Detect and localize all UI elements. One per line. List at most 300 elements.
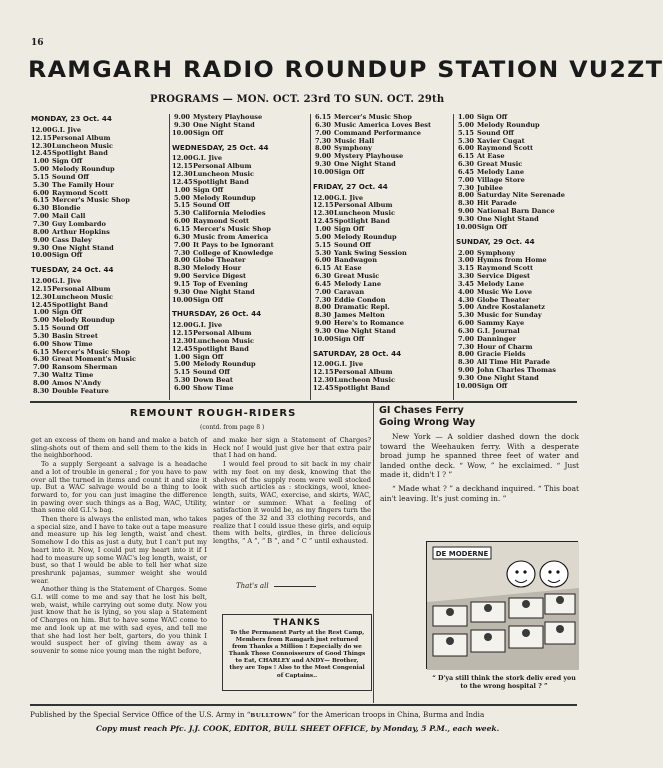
schedule-time: 10.00 (456, 381, 477, 390)
schedule-program: Spotlight Band (193, 177, 249, 186)
schedule-program: G.I. Jive (52, 125, 82, 134)
schedule-item (313, 385, 453, 393)
schedule-program: Sign Off (477, 222, 508, 231)
schedule-time: 10.00 (456, 222, 477, 231)
schedule-item (31, 252, 169, 260)
footer-text-c: ” for the American troops in China, Burma and India (292, 710, 485, 719)
schedule-time: 5.15 (173, 201, 190, 210)
schedule-program: Music from America (193, 232, 269, 241)
schedule-program: One Night Stand (334, 160, 396, 169)
schedule-time: 8.30 (173, 264, 190, 273)
schedule-program: Melody Roundup (193, 360, 256, 369)
schedule-program: Great Music (334, 272, 380, 281)
schedule-item (456, 383, 580, 391)
schedule-divider (310, 114, 311, 400)
schedule-time: 6.00 (457, 319, 474, 328)
schedule-time: 3.45 (457, 279, 474, 288)
thanks-box (222, 614, 372, 691)
schedule-time: 7.30 (457, 183, 474, 192)
schedule-time: 5.15 (173, 368, 190, 377)
schedule-time: 12.30 (172, 336, 193, 345)
schedule-program: Mercer's Music Shop (334, 113, 412, 121)
cartoon-drawing (427, 542, 579, 670)
schedule-day-heading: SATURDAY, 28 Oct. 44 (313, 348, 402, 358)
schedule-time: 6.45 (314, 279, 331, 288)
schedule-time: 5.30 (457, 136, 474, 145)
schedule-time: 12.15 (172, 162, 193, 171)
schedule-program: G.I. Jive (334, 193, 364, 202)
schedule-time: 8.00 (457, 191, 474, 200)
schedule-item (172, 130, 308, 138)
schedule-program: Waltz Time (52, 371, 94, 380)
schedule-program: One Night Stand (193, 120, 255, 129)
schedule-time: 12.00 (172, 321, 193, 330)
schedule-time: 3.00 (457, 256, 474, 265)
gi-story-title-line-2: Going Wrong Way (379, 417, 476, 428)
schedule-program: Mercer's Music Shop (52, 196, 130, 205)
schedule-time: 12.00 (313, 360, 334, 369)
schedule-program: Mercer's Music Shop (52, 347, 130, 356)
schedule-program: Symphony (334, 144, 372, 153)
schedule-program: College of Knowledge (193, 248, 274, 257)
schedule-time: 12.15 (31, 284, 52, 293)
schedule-time: 9.00 (314, 319, 331, 328)
schedule-time: 7.00 (32, 212, 49, 221)
schedule-program: Sign Off (193, 185, 224, 194)
schedule-program: Sign Off (477, 381, 508, 390)
schedule-program: Sign Off (193, 295, 224, 304)
schedule-item (456, 224, 580, 232)
schedule-item (313, 169, 453, 177)
gi-story-body (380, 432, 579, 507)
schedule-program: Music for Sunday (477, 311, 542, 320)
schedule-column-2 (172, 114, 308, 402)
schedule-program: Personal Album (334, 368, 393, 377)
schedule-program: Great Music (477, 160, 523, 169)
schedule-time: 6.30 (314, 272, 331, 281)
schedule-time: 9.15 (173, 279, 190, 288)
schedule-program: Music We Love (477, 287, 533, 296)
schedule-time: 5.00 (32, 316, 49, 325)
schedule-item (456, 192, 580, 200)
cartoon-sign: DE MODERNE (435, 550, 489, 558)
schedule-program: Raymond Scott (477, 144, 534, 153)
schedule-time: 6.15 (32, 347, 49, 356)
gi-story-title-line-1: GI Chases Ferry (379, 405, 464, 416)
schedule-time: 1.00 (314, 224, 331, 233)
schedule-time: 7.00 (457, 175, 474, 184)
schedule-program: Sign Off (334, 167, 365, 176)
schedule-time: 6.30 (32, 355, 49, 364)
schedule-time: 9.30 (173, 287, 190, 296)
schedule-time: 2.00 (457, 248, 474, 257)
schedule-program: Music Hall (334, 136, 375, 145)
schedule-time: 7.30 (173, 248, 190, 257)
schedule-program: Show Time (193, 384, 234, 392)
schedule-program: One Night Stand (477, 374, 539, 382)
schedule-program: Mercer's Music Shop (193, 224, 271, 233)
schedule-time: 12.00 (172, 154, 193, 163)
schedule-time: 5.15 (32, 172, 49, 181)
schedule-program: Sound Off (193, 201, 230, 210)
schedule-time: 8.30 (457, 358, 474, 367)
schedule-program: Symphony (477, 248, 515, 257)
schedule-program: Bandwagon (334, 256, 378, 265)
schedule-time: 5.00 (457, 303, 474, 312)
schedule-time: 5.00 (314, 232, 331, 241)
schedule-time: 5.30 (457, 311, 474, 320)
schedule-time: 7.30 (314, 295, 331, 304)
schedule-time: 6.30 (457, 326, 474, 335)
schedule-time: 12.15 (313, 368, 334, 377)
schedule-program: Melody Lane (477, 279, 525, 288)
schedule-time: 12.15 (172, 329, 193, 338)
schedule-program: Personal Album (52, 284, 111, 293)
schedule-divider (169, 114, 170, 400)
schedule-program: One Night Stand (334, 326, 396, 335)
footer-publisher-line (30, 710, 578, 719)
schedule-program: Luncheon Music (193, 336, 255, 345)
schedule-time: 7.00 (314, 287, 331, 296)
schedule-program: Blondie (52, 204, 81, 213)
schedule-program: Dramatic Repl. (334, 303, 390, 312)
schedule-item (31, 388, 169, 396)
schedule-time: 12.30 (313, 209, 334, 218)
schedule-time: 12.00 (313, 193, 334, 202)
schedule-time: 4.00 (457, 287, 474, 296)
schedule-time: 12.45 (313, 384, 334, 392)
schedule-day-heading: TUESDAY, 24 Oct. 44 (31, 265, 114, 275)
schedule-time: 5.30 (314, 248, 331, 257)
schedule-program: Andre Kostalanetz (477, 303, 546, 312)
schedule-program: James Melton (334, 311, 385, 320)
article-paragraph: Another thing is the Statement of Charges. Some G.I. will come to me and say that he lost his belt, web, waist, while carrying out some duty. Now you just know that he is lying, so you slap a Statement of Charges on him. But to have some WAC come to me and look up at me with sad eyes, and tell me that she had lost her belt, garters, do you think I would suspect her of giving them away as a souvenir to some nice young man the night before, (31, 585, 207, 655)
schedule-time: 6.00 (314, 256, 331, 265)
programs-header: PROGRAMS — MON. OCT. 23rd TO SUN. OCT. 29th (150, 94, 445, 105)
schedule-time: 12.45 (172, 177, 193, 186)
signoff-rule (274, 586, 316, 587)
schedule-program: Mystery Playhouse (193, 113, 263, 121)
schedule-time: 5.15 (32, 324, 49, 333)
schedule-time: 12.15 (313, 201, 334, 210)
footer-town: BULLTOWN (250, 713, 293, 719)
article-paragraph: get an excess of them on hand and make a batch of sling-shots out of them and sell them to the kids in the neighborhood. (31, 436, 207, 460)
schedule-program: Spotlight Band (52, 300, 108, 309)
signoff-text: That's all (236, 582, 269, 590)
thanks-heading: THANKS (273, 618, 321, 628)
schedule-program: Sound Off (193, 368, 230, 377)
schedule-program: California Melodies (193, 209, 266, 218)
schedule-program: Melody Roundup (334, 232, 397, 241)
schedule-item (456, 122, 580, 130)
schedule-time: 6.00 (173, 217, 190, 226)
schedule-time: 1.00 (173, 352, 190, 361)
article-paragraph: and make her sign a Statement of Charges? Heck no! I would just give her that extra pair that I had on hand. (213, 436, 371, 460)
schedule-day-heading: THURSDAY, 26 Oct. 44 (172, 309, 262, 319)
schedule-program: Luncheon Music (52, 292, 114, 301)
schedule-time: 3.15 (457, 264, 474, 273)
schedule-time: 9.00 (457, 366, 474, 375)
schedule-time: 6.00 (457, 144, 474, 153)
schedule-program: Personal Album (193, 329, 252, 338)
schedule-day-heading: WEDNESDAY, 25 Oct. 44 (172, 142, 269, 152)
schedule-item (456, 177, 580, 185)
gi-story-title (379, 405, 475, 429)
schedule-program: Raymond Scott (477, 264, 534, 273)
schedule-program: Raymond Scott (52, 188, 109, 197)
schedule-time: 12.00 (31, 125, 52, 134)
article-paragraph: I would feel proud to sit back in my chair with my feet on my desk, knowing that the shelves of the supply room were well stocked with such articles as : stockings, wool, knee-length, suits, WAC, exercise, and skirts, WAC, winter or summer. What a feeling of satisfaction it would be, as my fingers turn the pages of the 32 and 33 clothing records, and realize that I could issue these girls, and equip them with belts, girdles, in three delicious lengths, “ A ”, “ B ”, and “ C ” until exhausted. (213, 460, 371, 546)
schedule-time: 6.30 (173, 232, 190, 241)
schedule-program: Hour of Charm (477, 342, 533, 351)
schedule-program: Hit Parade (477, 199, 517, 208)
schedule-program: Service Digest (477, 272, 531, 281)
schedule-program: G.I. Jive (193, 154, 223, 163)
schedule-time: 10.00 (172, 295, 193, 304)
schedule-time: 12.30 (31, 292, 52, 301)
schedule-program: Service Digest (193, 272, 247, 281)
schedule-program: Personal Album (193, 162, 252, 171)
schedule-time: 9.00 (173, 272, 190, 281)
schedule-time: 8.00 (32, 379, 49, 387)
schedule-time: 3.30 (457, 272, 474, 281)
schedule-item (172, 385, 308, 393)
schedule-program: Sign Off (52, 308, 83, 317)
footer-divider (30, 704, 577, 706)
schedule-program: Cass Daley (52, 235, 92, 244)
schedule-program: Yank Swing Session (334, 248, 407, 257)
schedule-program: Saturday Nite Serenade (477, 191, 565, 200)
schedule-time: 12.15 (31, 133, 52, 142)
schedule-program: Village Store (477, 175, 525, 184)
schedule-program: Sound Off (52, 172, 89, 181)
gi-story-paragraph: “ Made what ? ” a deckhand inquired. “ This boat ain't leaving. It's just coming in. ” (380, 483, 579, 503)
article-signoff (236, 582, 316, 590)
schedule-column-3 (313, 114, 453, 402)
schedule-program: G.I. Jive (52, 277, 82, 286)
schedule-program: Luncheon Music (52, 141, 114, 150)
schedule-time: 5.30 (173, 376, 190, 385)
schedule-time: 10.00 (31, 251, 52, 260)
schedule-time: 5.00 (32, 165, 49, 174)
schedule-time: 12.45 (313, 217, 334, 226)
schedule-program: Sign Off (477, 113, 508, 121)
schedule-time: 8.00 (173, 256, 190, 265)
schedule-time: 8.00 (314, 144, 331, 153)
schedule-program: Spotlight Band (334, 217, 390, 226)
cartoon-caption: “ D'ya still think the stork deliv ered you to the wrong hospital ? ” (432, 675, 576, 690)
schedule-program: Globe Theater (193, 256, 246, 265)
schedule-program: Melody Roundup (52, 165, 115, 174)
schedule-time: 6.45 (457, 167, 474, 176)
schedule-divider (453, 114, 454, 400)
schedule-program: John Charles Thomas (477, 366, 556, 375)
schedule-program: Sammy Kaye (477, 319, 525, 328)
schedule-program: Sound Off (477, 128, 514, 137)
schedule-item (313, 336, 453, 344)
schedule-program: Ransom Sherman (52, 363, 118, 372)
schedule-program: G.I. Jive (193, 321, 223, 330)
schedule-time: 12.45 (31, 300, 52, 309)
schedule-program: Sign Off (334, 224, 365, 233)
schedule-column-1 (31, 114, 169, 402)
schedule-program: Raymond Scott (193, 217, 250, 226)
schedule-program: Danninger (477, 334, 517, 343)
schedule-program: Spotlight Band (193, 344, 249, 353)
schedule-time: 5.30 (32, 331, 49, 340)
schedule-program: Double Feature (52, 386, 109, 395)
schedule-time: 12.30 (31, 141, 52, 150)
schedule-program: Mystery Playhouse (334, 152, 404, 161)
schedule-program: Down Beat (193, 376, 233, 385)
schedule-time: 5.00 (173, 360, 190, 369)
schedule-time: 7.00 (314, 128, 331, 137)
schedule-program: At Ease (334, 264, 362, 273)
schedule-time: 6.15 (314, 113, 331, 121)
schedule-time: 8.30 (457, 199, 474, 208)
schedule-program: Melody Lane (477, 167, 525, 176)
column-divider (373, 403, 374, 703)
schedule-time: 9.00 (314, 152, 331, 161)
schedule-time: 6.30 (314, 120, 331, 129)
schedule-program: G.I. Jive (334, 360, 364, 369)
schedule-program: Melody Roundup (193, 193, 256, 202)
schedule-time: 7.30 (32, 371, 49, 380)
schedule-time: 5.00 (173, 193, 190, 202)
schedule-column-4 (456, 114, 580, 402)
schedule-time: 9.30 (457, 214, 474, 223)
schedule-time: 9.30 (457, 374, 474, 382)
schedule-program: One Night Stand (477, 214, 539, 223)
article-column-2 (213, 437, 371, 583)
schedule-item (456, 328, 580, 336)
schedule-time: 6.00 (173, 384, 190, 392)
schedule-program: Luncheon Music (334, 209, 396, 218)
schedule-program: One Night Stand (52, 243, 114, 252)
gi-story-paragraph: New York — A soldier dashed down the dock toward the Weehauken ferry. With a desperate broad jump he spanned three feet of water and landed onthe deck. “ Wow, ” he exclaimed. “ Just made it, didn't I ? ” (380, 432, 579, 480)
schedule-program: Arthur Hopkins (52, 227, 110, 236)
schedule-time: 12.30 (313, 376, 334, 385)
schedule-time: 7.30 (457, 342, 474, 351)
schedule-program: Guy Lombardo (52, 219, 106, 228)
schedule-time: 8.00 (457, 350, 474, 359)
schedule-program: Mail Call (52, 212, 86, 221)
schedule-program: The Family Hour (52, 180, 114, 189)
schedule-time: 7.00 (173, 240, 190, 249)
article-paragraph: To a supply Sergeant a salvage is a headache and a lot of trouble in general ; for you have to paw over all the turned in items and count it and size it up. But a WAC salvage would be a thing to look forward to, for you can just imagine the difference in pawing over such things as a Bag, WAC, Utility, than some old G.I.'s bag. (31, 460, 207, 515)
schedule-program: Xavier Cugat (477, 136, 525, 145)
schedule-program: Melody Roundup (477, 120, 540, 129)
schedule-time: 9.00 (32, 235, 49, 244)
schedule-program: At Ease (477, 152, 505, 161)
schedule-program: All Time Hit Parade (477, 358, 550, 367)
schedule-program: Amos N'Andy (52, 379, 101, 387)
schedule-program: Hymns from Home (477, 256, 547, 265)
schedule-time: 6.00 (32, 339, 49, 348)
schedule-day-heading: FRIDAY, 27 Oct. 44 (313, 181, 388, 191)
schedule-time: 9.00 (173, 113, 190, 121)
schedule-program: Top of Evening (193, 279, 248, 288)
masthead: RAMGARH RADIO ROUNDUP STATION VU2ZT (28, 58, 663, 83)
page-number: 16 (31, 38, 44, 48)
schedule-program: National Barn Dance (477, 207, 555, 216)
schedule-time: 8.00 (314, 303, 331, 312)
schedule-program: Melody Lane (334, 279, 382, 288)
schedule-program: Here's to Romance (334, 319, 404, 328)
schedule-day-heading: MONDAY, 23 Oct. 44 (31, 114, 112, 123)
schedule-time: 12.45 (172, 344, 193, 353)
schedule-item (456, 145, 580, 153)
schedule-time: 6.30 (32, 204, 49, 213)
schedule-program: Sign Off (193, 128, 224, 137)
schedule-time: 6.15 (173, 224, 190, 233)
schedule-program: Jubilee (477, 183, 503, 192)
schedule-time: 7.00 (32, 363, 49, 372)
schedule-time: 8.30 (314, 311, 331, 320)
schedule-program: Basin Street (52, 331, 98, 340)
schedule-program: Eddie Condon (334, 295, 386, 304)
schedule-program: Sound Off (52, 324, 89, 333)
schedule-time: 10.00 (172, 128, 193, 137)
schedule-program: Globe Theater (477, 295, 530, 304)
schedule-program: Command Performance (334, 128, 421, 137)
schedule-program: Sign Off (52, 251, 83, 260)
schedule-time: 12.45 (31, 149, 52, 158)
schedule-time: 5.30 (32, 180, 49, 189)
schedule-program: Music America Loves Best (334, 120, 432, 129)
schedule-program: Sound Off (334, 240, 371, 249)
schedule-time: 7.30 (32, 219, 49, 228)
schedule-program: Sign Off (52, 157, 83, 166)
article-paragraph: Then there is always the enlisted man, who takes a special size, and I have to take out a tape measure and measure up his leg length, waist and chest. Somehow I do this as just a duty, but I can't put my heart into it. Now, I could put my heart into it if I had to measure up some WAC's leg length, waist, or bust, so that I would be able to tell her what size preshrunk pajamas, summer weight she would wear. (31, 515, 207, 585)
schedule-time: 1.00 (457, 113, 474, 121)
schedule-program: Luncheon Music (334, 376, 396, 385)
schedule-time: 6.15 (314, 264, 331, 273)
section-divider (30, 401, 577, 403)
schedule-time: 6.15 (32, 196, 49, 205)
schedule-time: 5.15 (457, 128, 474, 137)
schedule-time: 7.30 (314, 136, 331, 145)
schedule-program: G.I. Journal (477, 326, 520, 335)
schedule-time: 12.00 (31, 277, 52, 286)
schedule-time: 9.30 (314, 160, 331, 169)
schedule-time: 4.30 (457, 295, 474, 304)
schedule-time: 5.30 (173, 209, 190, 218)
schedule-program: Melody Roundup (52, 316, 115, 325)
article-continued-note: (contd. from page 8 ) (200, 424, 265, 431)
schedule-program: Sign Off (334, 334, 365, 343)
schedule-time: 1.00 (173, 185, 190, 194)
schedule-program: It Pays to be Ignorant (193, 240, 274, 249)
schedule-time: 10.00 (313, 167, 334, 176)
schedule-program: Personal Album (52, 133, 111, 142)
schedule-program: Spotlight Band (52, 149, 108, 158)
schedule-time: 1.00 (32, 308, 49, 317)
schedule-time: 10.00 (313, 334, 334, 343)
schedule-time: 5.15 (314, 240, 331, 249)
thanks-body: To the Permanent Party at the Rest Camp, Members from Ramgarh just returned from Thanks a Million ! Especially do we Thank Those Connoisseurs of Good Things to Eat, CHARLEY and ANDY— Brother, they are Tops ! Also to the Most Congenial of Captains.. (228, 630, 366, 679)
schedule-time: 1.00 (32, 157, 49, 166)
schedule-item (172, 297, 308, 305)
schedule-program: Show Time (52, 339, 93, 348)
schedule-program: Spotlight Band (334, 384, 390, 392)
schedule-time: 8.00 (32, 227, 49, 236)
schedule-time: 6.00 (32, 188, 49, 197)
article-column-1 (31, 437, 207, 705)
schedule-day-heading: SUNDAY, 29 Oct. 44 (456, 236, 535, 246)
schedule-program: Melody Hour (193, 264, 242, 273)
schedule-time: 6.30 (457, 160, 474, 169)
